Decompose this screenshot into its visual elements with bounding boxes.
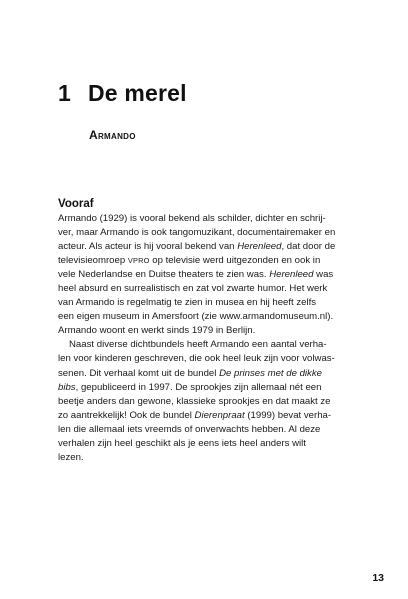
title-herenleed: Herenleed xyxy=(269,269,314,281)
text-line: zo aantrekkelijk! Ook de bundel Dierenpraat (1999) bevat verha- xyxy=(58,409,332,421)
text-line: een eigen museum in Amersfoort (zie www.armandomuseum.nl). xyxy=(58,311,334,323)
text-line: bibs, gepubliceerd in 1997. De sprookjes zijn allemaal nét een xyxy=(58,381,322,393)
text-line: len voor kinderen geschreven, die ook heel leuk zijn voor volwas- xyxy=(58,353,335,365)
text-line: heel absurd en surrealistisch en zat vol zwarte humor. Het werk xyxy=(58,283,328,295)
text-line: televisieomroep VPRO op televisie werd uitgezonden en ook in xyxy=(58,255,321,267)
title-dierenpraat: Dierenpraat xyxy=(194,409,245,421)
chapter-number: 1 xyxy=(58,80,71,106)
chapter-title: De merel xyxy=(88,80,187,106)
paragraph-2 xyxy=(58,338,358,464)
text-line: Naast diverse dichtbundels heeft Armando een aantal verha- xyxy=(69,339,327,351)
text-line: ver, maar Armando is ook tangomuzikant, documentairemaker en xyxy=(58,227,336,239)
page-number: 13 xyxy=(372,572,384,584)
broadcaster-vpro: VPRO xyxy=(127,256,150,266)
text-line: van Armando is regelmatig te zien in musea en hij heeft zelfs xyxy=(58,297,317,309)
text-line: vele Nederlandse en Duitse theaters te zien was. Herenleed was xyxy=(58,269,334,281)
text-line: beetje anders dan gewone, klassieke sprookjes en dat maakt ze xyxy=(58,395,331,407)
chapter-heading xyxy=(58,80,187,107)
paragraph-1 xyxy=(58,212,358,338)
text-line: senen. Dit verhaal komt uit de bundel De prinses met de dikke xyxy=(58,367,322,379)
text-line: acteur. Als acteur is hij vooral bekend van Herenleed, dat door de xyxy=(58,241,336,253)
author-name: Armando xyxy=(89,128,136,142)
text-line: len die allemaal iets vreemds of onverwachts hebben. Al deze xyxy=(58,423,321,435)
text-line: Armando (1929) is vooral bekend als schilder, dichter en schrij- xyxy=(58,213,326,224)
text-line: lezen. xyxy=(58,451,84,463)
text-line: Armando woont en werkt sinds 1979 in Berlijn. xyxy=(58,325,256,337)
title-de-prinses: De prinses met de dikke xyxy=(219,367,322,379)
section-heading: Vooraf xyxy=(58,198,94,210)
title-herenleed: Herenleed xyxy=(237,241,282,253)
body-text xyxy=(58,212,358,465)
text-line: verhalen zijn heel geschikt als je eens iets heel anders wilt xyxy=(58,437,306,449)
title-de-prinses: bibs xyxy=(58,381,76,393)
